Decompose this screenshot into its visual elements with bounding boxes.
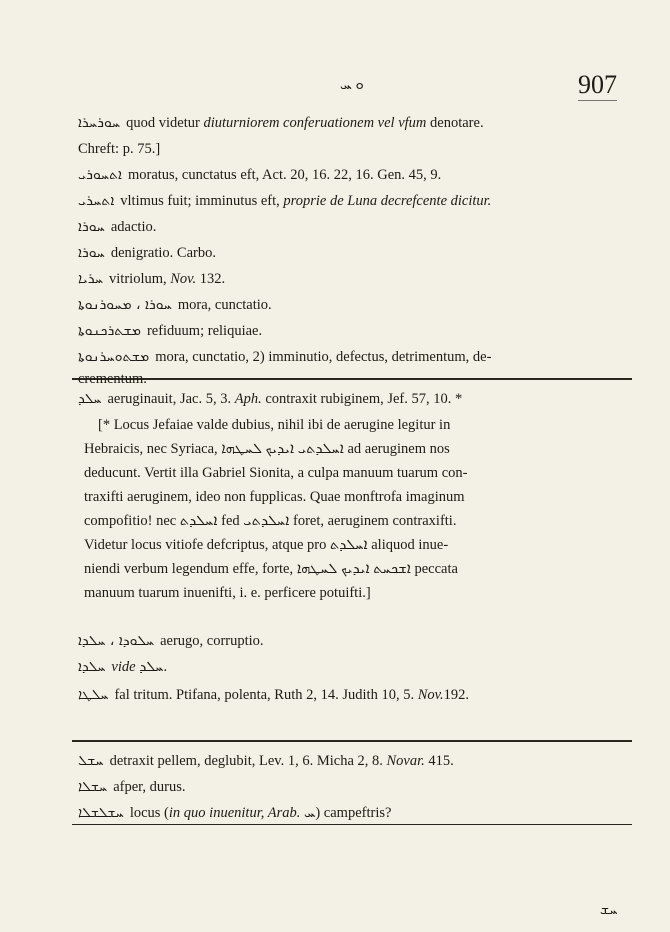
footnote-line: compofitio! nec ܐܚܠܕܬ fed ܐܚܠܕܬܝ foret, aeruginem contraxifti. (84, 513, 457, 529)
dictionary-entry (78, 750, 454, 772)
syriac-headword: ܚܘܪܐ (78, 219, 105, 235)
footnote-line: Hebraicis, nec Syriaca, ܐܚܠܕܬܝ ܐܝܕܝܟ ܠܚܛܗܐ ad aeruginem nos (84, 441, 450, 457)
entry-text: mora, cunctatio, 2) imminutio, defectus, detrimentum, de- (155, 349, 492, 365)
syriac-headword: ܚܠܘܕܐ ، ܚܠܕܐ (78, 633, 155, 649)
footnote-line: traxifti aeruginem, ideo non fupplicas. Quae monftrofa imaginum (84, 489, 465, 505)
catchword: ܚܫ (600, 902, 618, 918)
footnote-line: [* Locus Jefaiae valde dubius, nihil ibi de aerugine legitur in (98, 417, 451, 433)
dictionary-entry (78, 216, 156, 238)
dictionary-entry (78, 802, 391, 824)
entry-text: aerugo, corruptio. (160, 633, 264, 649)
section-rule (72, 378, 632, 380)
entry-text: denigratio. Carbo. (110, 245, 216, 261)
entry-text: quod videtur (126, 115, 204, 131)
section-rule (72, 824, 632, 825)
entry-text: fal tritum. Ptifana, polenta, Ruth 2, 14. Judith 10, 5. (114, 687, 418, 703)
entry-text: refiduum; reliquiae. (146, 323, 263, 339)
syriac-headword: ܐܬܚܪܝ (78, 193, 115, 209)
dictionary-entry (78, 138, 160, 160)
entry-tail: denotare. (426, 115, 484, 131)
dictionary-entry (78, 112, 484, 134)
dictionary-entry (78, 320, 262, 342)
syriac-headword: ܚܘܪܐ (78, 245, 105, 261)
dictionary-entry (78, 368, 147, 390)
entry-italic: in quo inuenitur, Arab. (168, 805, 301, 821)
entry-italic: Nov. (170, 271, 197, 287)
footnote-line: Videtur locus vitiofe defcriptus, atque pro ܐܚܠܕܬ aliquod inue- (84, 537, 449, 553)
entry-tail: ܚܠܕ. (135, 659, 168, 675)
syriac-headword: ܚܠܕ (78, 391, 102, 407)
entry-tail: 132. (196, 271, 226, 287)
footnote-line: deducunt. Vertit illa Gabriel Sionita, a culpa manuum tuarum con- (84, 465, 468, 481)
entry-text: vitriolum, (109, 271, 171, 287)
section-rule (72, 740, 632, 742)
entry-text: vltimus fuit; imminutus eft, (120, 193, 284, 209)
page-number: 907 (578, 70, 617, 99)
dictionary-entry (78, 346, 491, 368)
dictionary-entry (78, 164, 441, 186)
running-header: ܘ ܚ (340, 77, 364, 93)
syriac-headword: ܚܠܕܐ (78, 659, 106, 675)
footnote-line: manuum tuarum inuenifti, i. e. perficere potuifti.] (84, 585, 371, 601)
syriac-headword: ܚܘܪܚܪܐ (78, 115, 121, 131)
entry-text: aeruginauit, Jac. 5, 3. (107, 391, 235, 407)
entry-text: mora, cunctatio. (177, 297, 272, 313)
entry-italic: diuturniorem conferuationem vel vfum (203, 115, 427, 131)
dictionary-entry (78, 242, 216, 264)
entry-text: locus ( (129, 805, 169, 821)
entry-tail: 415. (424, 753, 454, 769)
syriac-headword: ܚܫܠܐ (78, 779, 108, 795)
dictionary-entry (78, 388, 462, 410)
entry-italic: Aph. (234, 391, 262, 407)
entry-text: afper, durus. (113, 779, 186, 795)
syriac-headword: ܚܘܪܐ ، ܡܚܘܪܢܘܬܐ (78, 297, 172, 313)
dictionary-entry (78, 630, 264, 652)
entry-italic: proprie de Luna decrefcente dicitur. (283, 193, 492, 209)
syriac-headword: ܡܫܬܪܟܢܘܬܐ (78, 323, 141, 339)
entry-italic: Novar. (386, 753, 425, 769)
syriac-headword: ܚܪܝܐ (78, 271, 104, 287)
entry-tail: contraxit rubiginem, Jef. 57, 10. * (261, 391, 463, 407)
dictionary-entry (78, 656, 167, 678)
entry-tail: 192. (443, 687, 469, 703)
entry-text: detraxit pellem, deglubit, Lev. 1, 6. Micha 2, 8. (109, 753, 387, 769)
dictionary-entry (78, 684, 469, 706)
syriac-headword: ܡܫܬܘܚܪܢܘܬܐ (78, 349, 150, 365)
syriac-headword: ܚܫܠܫܠܐ (78, 805, 124, 821)
dictionary-entry (78, 294, 272, 316)
dictionary-entry (78, 776, 185, 798)
dictionary-entry (78, 268, 225, 290)
entry-italic: Nov. (417, 687, 444, 703)
entry-text: Chreft: p. 75.] (78, 141, 161, 157)
syriac-headword: ܐܬܚܘܪܝ (78, 167, 122, 183)
entry-italic: vide (111, 659, 136, 675)
syriac-headword: ܚܫܠ (78, 753, 104, 769)
syriac-headword: ܚܠܛܐ (78, 687, 109, 703)
dictionary-entry (78, 190, 491, 212)
entry-text: moratus, cunctatus eft, Act. 20, 16. 22, 16. Gen. 45, 9. (127, 167, 442, 183)
entry-text: crementum. (78, 371, 147, 387)
entry-tail: ܚ) campeftris? (300, 805, 392, 821)
entry-text: adactio. (110, 219, 157, 235)
footnote-line: niendi verbum legendum effe, forte, ܐܫܟܚܬ ܐܝܕܝܟ ܠܚܛܗܐ peccata (84, 561, 458, 577)
